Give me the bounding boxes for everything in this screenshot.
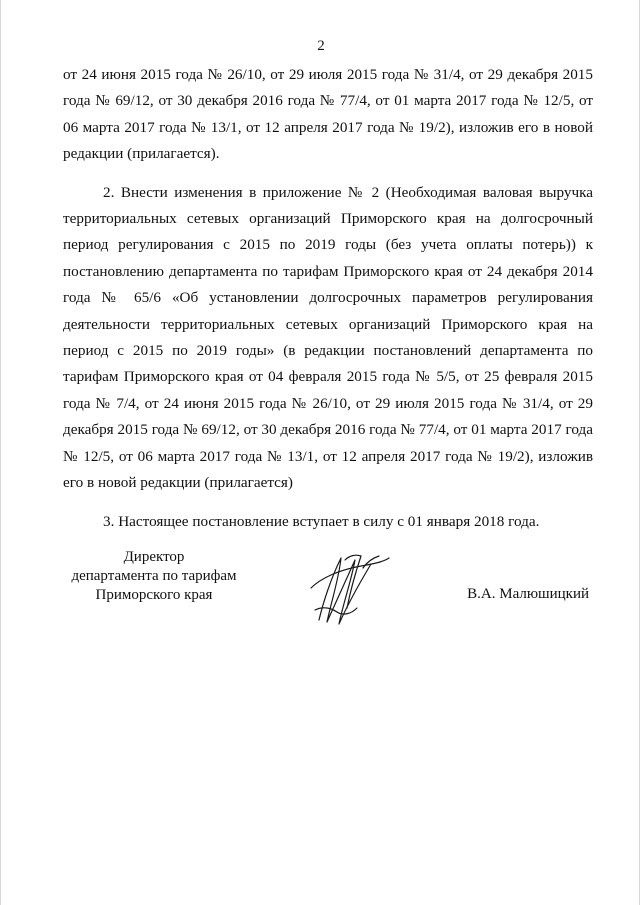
signatory-position <box>59 548 249 605</box>
position-line-3: Приморского края <box>95 587 213 603</box>
page-number: 2 <box>317 38 325 54</box>
paragraph-item-2: 2. Внести изменения в приложение № 2 (Необходимая валовая выручка территориальных сетевых организаций Приморского края на долгосрочный период регулирования с 2015 по 2019 годы (без учета оплаты потерь)) к постановлению департамента по тарифам Приморского края от 24 декабря 2014 года № 65/6 «Об установлении долгосрочных параметров регулирования деятельности территориальных сетевых организаций Приморского края на период с 2015 по 2019 годы» (в редакции постановлений департамента по тарифам Приморского края от 04 февраля 2015 года № 5/5, от 25 февраля 2015 года № 7/4, от 24 июня 2015 года № 26/10, от 29 июля 2015 года № 31/4, от 29 декабря 2015 года № 69/12, от 30 декабря 2016 года № 77/4, от 01 марта 2017 года № 12/5, от 06 марта 2017 года № 13/1, от 12 апреля 2017 года № 19/2), изложив его в новой редакции (прилагается) <box>63 183 593 492</box>
paragraph-item-3: 3. Настоящее постановление вступает в силу с 01 января 2018 года. <box>103 512 540 530</box>
position-line-2: департамента по тарифам <box>71 568 237 584</box>
signer-name: В.А. Малюшицкий <box>467 586 589 602</box>
document-body <box>63 62 593 535</box>
handwritten-signature <box>301 548 391 628</box>
position-line-1: Директор <box>123 549 185 565</box>
paragraph-continuation: от 24 июня 2015 года № 26/10, от 29 июля 2015 года № 31/4, от 29 декабря 2015 года № 69/12, от 30 декабря 2016 года № 77/4, от 01 марта 2017 года № 12/5, от 06 марта 2017 года № 13/1, от 12 апреля 2017 года № 19/2), изложив его в новой редакции (прилагается). <box>63 66 593 163</box>
